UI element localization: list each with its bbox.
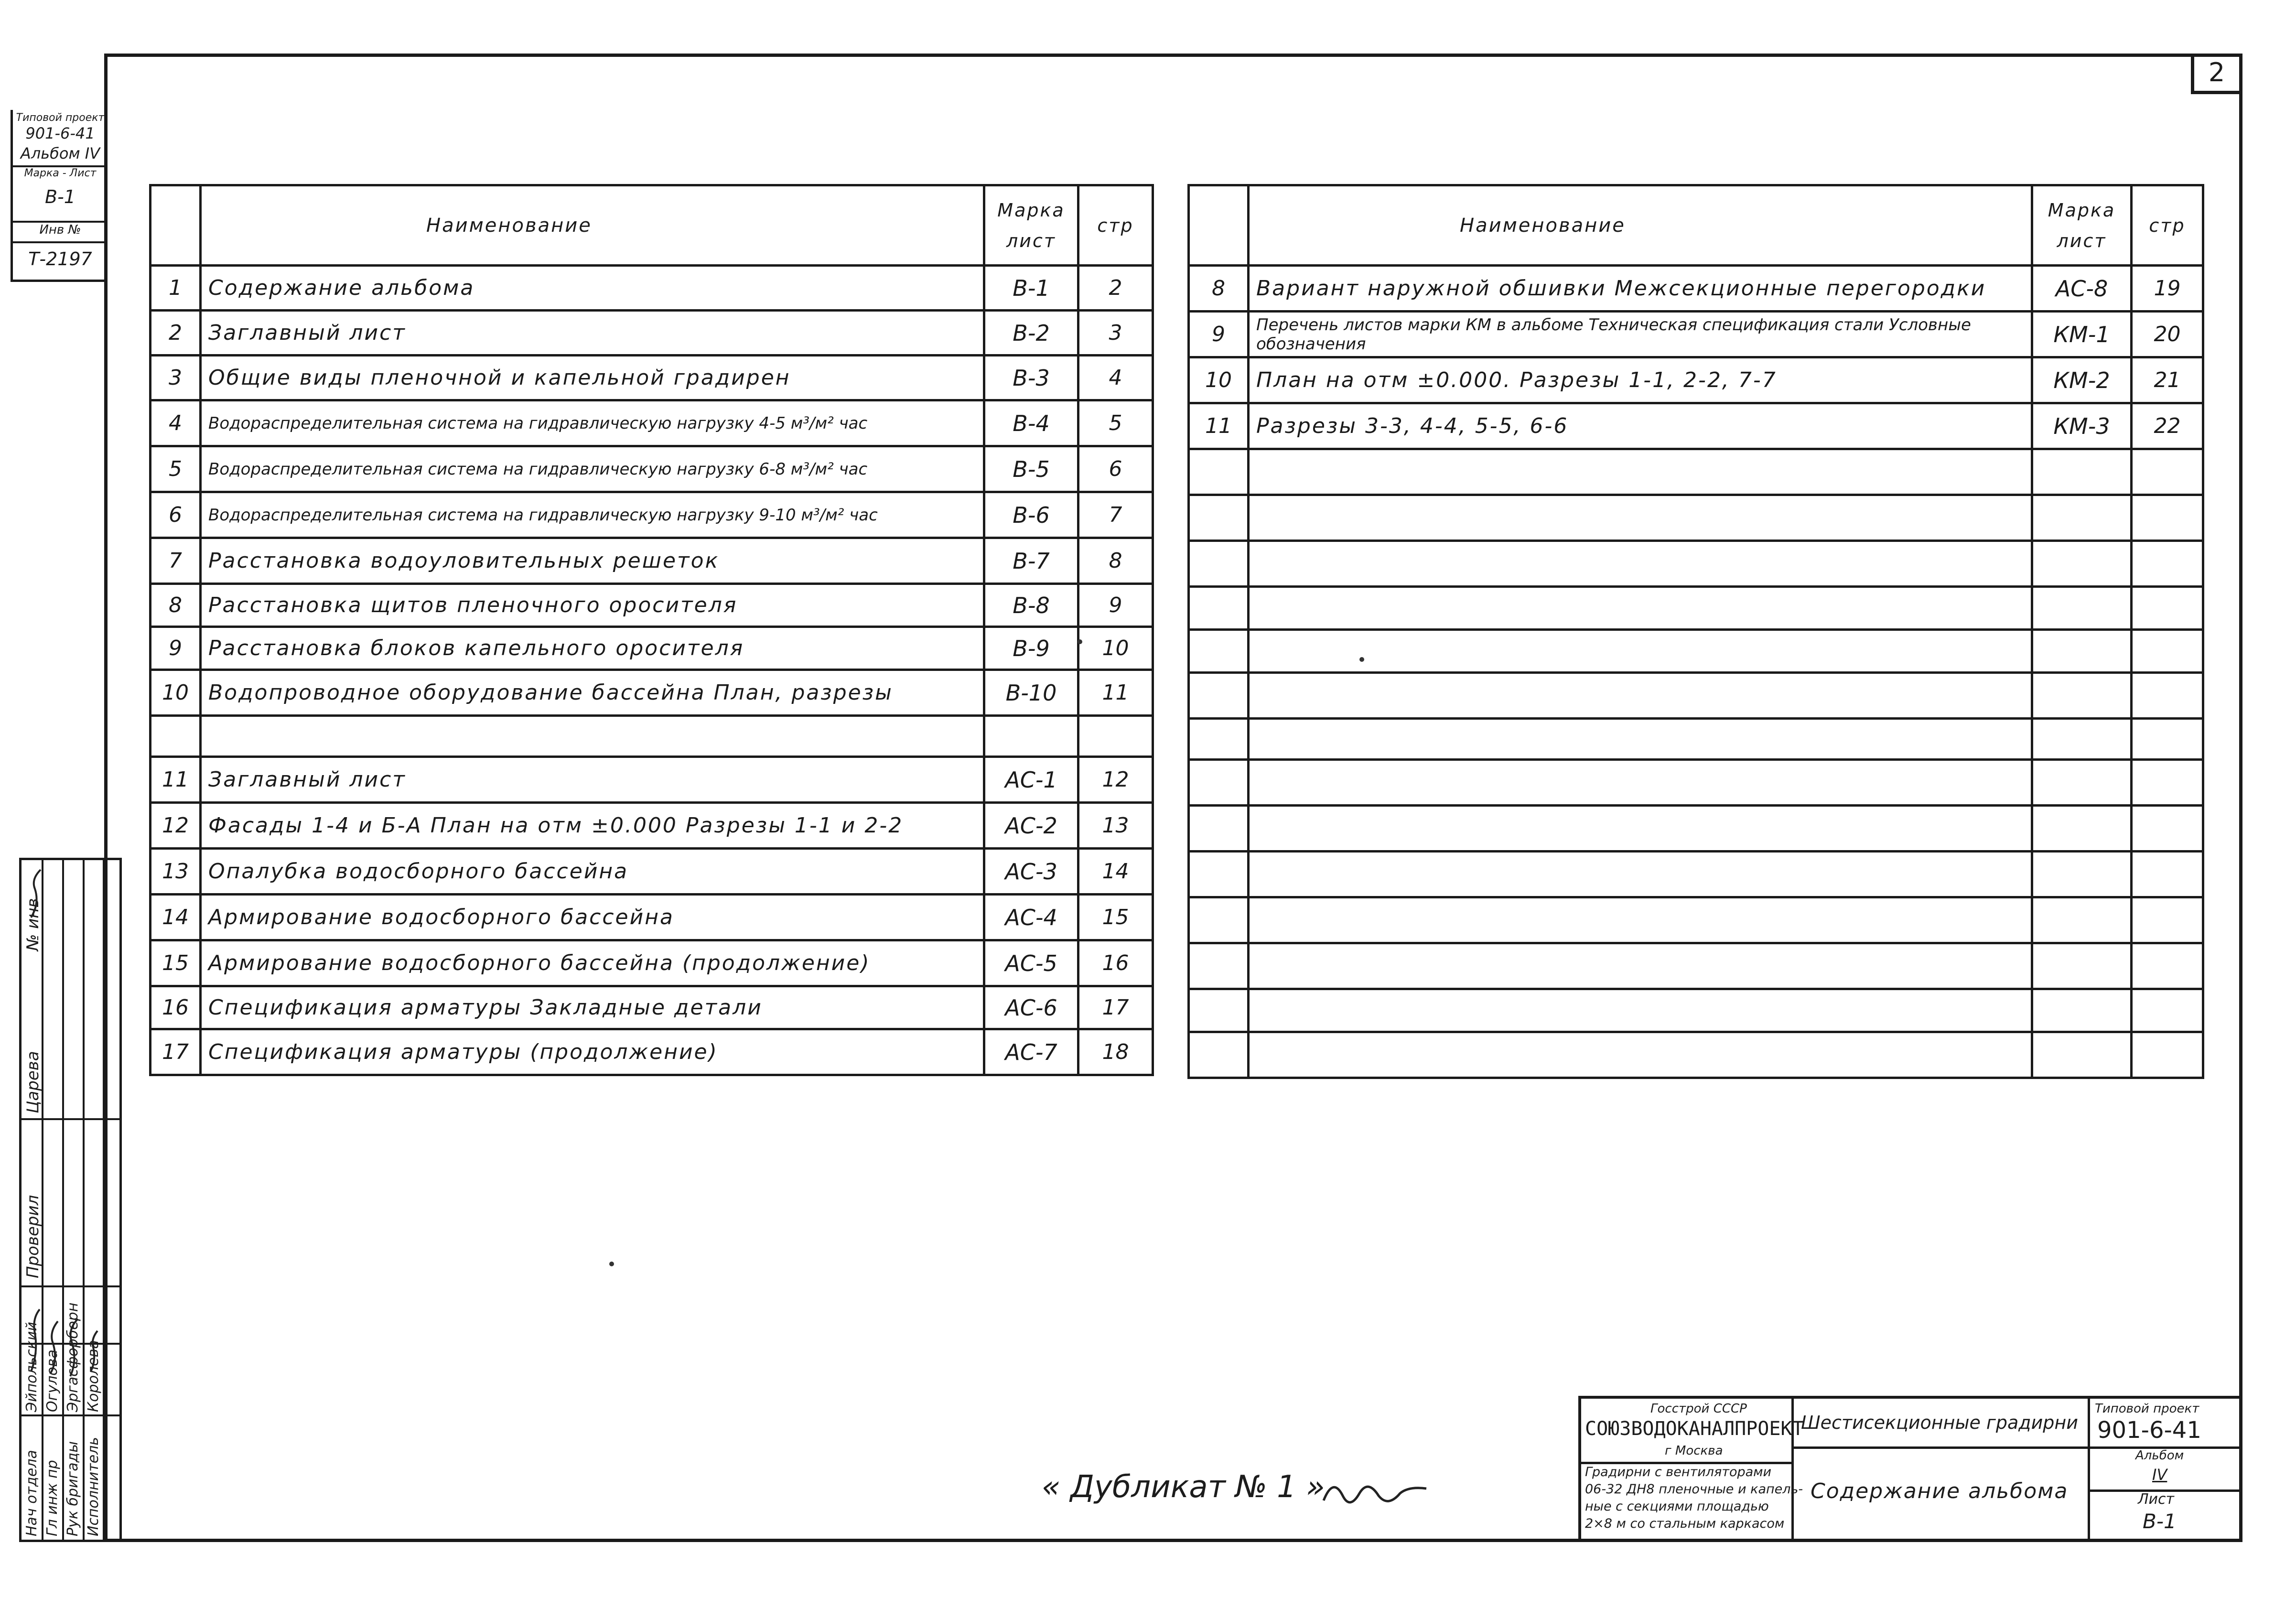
row-page [2132, 495, 2203, 541]
org-line-1: Госстрой СССР [1650, 1402, 1747, 1416]
row-page [2132, 806, 2203, 852]
row-mark [984, 716, 1078, 757]
sig-role-1: Нач отдела [23, 1450, 40, 1536]
row-page [2132, 943, 2203, 989]
duplicate-note: « Дубликат № 1 » [1042, 1469, 1325, 1505]
table-row [1189, 1032, 2203, 1078]
row-number: 8 [151, 584, 201, 627]
row-title: Содержание альбома [201, 266, 984, 311]
table-row [151, 716, 1153, 757]
row-mark: В-7 [984, 538, 1078, 584]
row-number: 16 [151, 986, 201, 1029]
row-page [2132, 1032, 2203, 1078]
row-page: 8 [1078, 538, 1153, 584]
row-page: 9 [1078, 584, 1153, 627]
row-title [1249, 630, 2032, 673]
row-number: 9 [151, 627, 201, 670]
table-row [151, 356, 1153, 400]
row-page [2132, 541, 2203, 587]
org-line-2: СОЮЗВОДОКАНАЛПРОЕКТ [1585, 1418, 1804, 1440]
sig-name-4: Королева [85, 1340, 102, 1412]
row-page: 18 [1078, 1029, 1153, 1075]
table-row [151, 492, 1153, 538]
row-mark [2032, 719, 2132, 760]
margin-album: Альбом IV [20, 144, 100, 162]
row-title: План на отм ±0.000. Разрезы 1-1, 2-2, 7-7 [1249, 357, 2032, 403]
row-page [2132, 449, 2203, 495]
tb-project-code: 901-6-41 [2097, 1417, 2201, 1444]
row-page: 12 [1078, 757, 1153, 803]
row-mark [2032, 1032, 2132, 1078]
table-row [1189, 943, 2203, 989]
row-title: Водораспределительная система на гидравлическую нагрузку 9-10 м³/м² час [201, 492, 984, 538]
table-row [1189, 357, 2203, 403]
row-mark [2032, 587, 2132, 630]
sheet-name: Содержание альбома [1811, 1479, 2069, 1503]
row-page: 3 [1078, 311, 1153, 356]
row-mark: В-6 [984, 492, 1078, 538]
sig-name-3: Эргасфорберн [65, 1302, 81, 1412]
row-number: 10 [151, 670, 201, 716]
table-row [151, 538, 1153, 584]
row-title: Общие виды пленочной и капельной градирен [201, 356, 984, 400]
tb-sheet-value: В-1 [2143, 1510, 2177, 1533]
duplicate-signature [1319, 1472, 1434, 1515]
row-title [1249, 449, 2032, 495]
row-page: 5 [1078, 400, 1153, 446]
row-number [1189, 760, 1249, 806]
tb-project-label: Типовой проект [2095, 1402, 2199, 1416]
row-title [201, 716, 984, 757]
row-mark: В-10 [984, 670, 1078, 716]
table-row [1189, 541, 2203, 587]
table-row [1189, 266, 2203, 312]
row-title: Фасады 1-4 и Б-А План на отм ±0.000 Разрезы 1-1 и 2-2 [201, 803, 984, 849]
margin-stamp [11, 110, 104, 282]
sig-inv-label: № инв [23, 898, 43, 951]
title-block [1578, 1396, 2242, 1542]
row-page [2132, 630, 2203, 673]
row-title [1249, 541, 2032, 587]
header-name: Наименование [201, 185, 984, 266]
row-page: 22 [2132, 403, 2203, 449]
row-mark [2032, 495, 2132, 541]
header-mark: Марка лист [2032, 185, 2132, 266]
row-number: 5 [151, 446, 201, 492]
table-row [151, 311, 1153, 356]
row-number: 10 [1189, 357, 1249, 403]
row-title: Заглавный лист [201, 311, 984, 356]
row-number [1189, 1032, 1249, 1078]
row-mark [2032, 943, 2132, 989]
row-page: 13 [1078, 803, 1153, 849]
row-mark: В-5 [984, 446, 1078, 492]
row-number [1189, 630, 1249, 673]
row-page [2132, 587, 2203, 630]
row-mark [2032, 806, 2132, 852]
margin-inv-value: Т-2197 [28, 248, 92, 270]
row-number [1189, 495, 1249, 541]
table-row [1189, 673, 2203, 719]
sheet-number: 2 [2208, 57, 2225, 87]
row-mark: В-4 [984, 400, 1078, 446]
row-title: Перечень листов марки КМ в альбоме Техническая спецификация стали Условные обозначения [1249, 312, 2032, 357]
header-mark: Марка лист [984, 185, 1078, 266]
contents-table-left [149, 184, 1154, 1076]
sig-role-3: Рук бригады [65, 1441, 81, 1536]
row-number: 9 [1189, 312, 1249, 357]
margin-mark-label: Марка - Лист [24, 167, 97, 179]
row-page: 16 [1078, 940, 1153, 986]
table-row [1189, 760, 2203, 806]
margin-project-code: 901-6-41 [25, 124, 95, 142]
row-title [1249, 897, 2032, 943]
row-page: 11 [1078, 670, 1153, 716]
margin-inv-label: Инв № [39, 223, 81, 237]
row-number: 15 [151, 940, 201, 986]
row-title [1249, 495, 2032, 541]
row-mark: В-3 [984, 356, 1078, 400]
row-title: Расстановка щитов пленочного оросителя [201, 584, 984, 627]
row-number: 7 [151, 538, 201, 584]
row-page [2132, 719, 2203, 760]
table-header-row [1189, 185, 2203, 266]
row-mark: АС-2 [984, 803, 1078, 849]
row-page: 4 [1078, 356, 1153, 400]
row-page [2132, 673, 2203, 719]
row-page: 14 [1078, 849, 1153, 895]
contents-table-right [1187, 184, 2204, 1079]
row-mark [2032, 673, 2132, 719]
table-row [1189, 630, 2203, 673]
row-number [1189, 587, 1249, 630]
row-mark: КМ-2 [2032, 357, 2132, 403]
row-number [1189, 673, 1249, 719]
row-number: 2 [151, 311, 201, 356]
tb-album-value: IV [2152, 1466, 2167, 1484]
row-number: 3 [151, 356, 201, 400]
row-title: Армирование водосборного бассейна [201, 895, 984, 940]
row-number [1189, 806, 1249, 852]
tb-sheet-label: Лист [2138, 1491, 2175, 1508]
margin-project-label: Типовой проект [16, 112, 105, 124]
header-page: стр [1078, 185, 1153, 266]
row-number: 17 [151, 1029, 201, 1075]
row-title: Вариант наружной обшивки Межсекционные перегородки [1249, 266, 2032, 312]
desc-line-1: Градирни с вентиляторами [1585, 1465, 1772, 1479]
margin-mark-value: В-1 [45, 186, 75, 207]
row-title [1249, 673, 2032, 719]
row-page: 2 [1078, 266, 1153, 311]
row-title: Расстановка водоуловительных решеток [201, 538, 984, 584]
row-mark [2032, 449, 2132, 495]
table-row [1189, 989, 2203, 1032]
row-title [1249, 852, 2032, 897]
checked-by-name: Царева [23, 1051, 43, 1113]
row-mark [2032, 852, 2132, 897]
row-number: 4 [151, 400, 201, 446]
sig-name-2: Огулова [44, 1349, 61, 1412]
row-mark: АС-3 [984, 849, 1078, 895]
table-row [1189, 719, 2203, 760]
table-row [1189, 897, 2203, 943]
table-row [1189, 312, 2203, 357]
row-mark [2032, 760, 2132, 806]
sig-name-1: Эйпольский [23, 1322, 40, 1412]
row-number: 8 [1189, 266, 1249, 312]
row-number [1189, 897, 1249, 943]
table-row [151, 849, 1153, 895]
row-number [1189, 852, 1249, 897]
row-mark: В-8 [984, 584, 1078, 627]
row-number [1189, 943, 1249, 989]
row-number [1189, 449, 1249, 495]
row-mark: В-9 [984, 627, 1078, 670]
stray-mark [609, 1262, 614, 1266]
row-number: 1 [151, 266, 201, 311]
desc-line-2: 06-32 ДН8 пленочные и капель- [1585, 1482, 1803, 1497]
row-mark: АС-5 [984, 940, 1078, 986]
row-page [2132, 897, 2203, 943]
sig-role-2: Гл инж пр [44, 1460, 61, 1536]
row-mark [2032, 630, 2132, 673]
row-page: 6 [1078, 446, 1153, 492]
desc-line-4: 2×8 м со стальным каркасом [1585, 1516, 1785, 1531]
header-page: стр [2132, 185, 2203, 266]
table-row [151, 757, 1153, 803]
desc-line-3: ные с секциями площадью [1585, 1499, 1769, 1514]
table-row [151, 627, 1153, 670]
stray-mark [1078, 639, 1082, 644]
row-title [1249, 943, 2032, 989]
row-mark [2032, 541, 2132, 587]
row-title: Заглавный лист [201, 757, 984, 803]
row-mark: АС-4 [984, 895, 1078, 940]
row-number: 12 [151, 803, 201, 849]
row-mark: АС-6 [984, 986, 1078, 1029]
row-page: 17 [1078, 986, 1153, 1029]
row-mark: АС-1 [984, 757, 1078, 803]
row-number: 6 [151, 492, 201, 538]
row-title: Разрезы 3-3, 4-4, 5-5, 6-6 [1249, 403, 2032, 449]
table-row [151, 446, 1153, 492]
row-mark: АС-7 [984, 1029, 1078, 1075]
project-name: Шестисекционные градирни [1801, 1412, 2078, 1433]
row-title: Водопроводное оборудование бассейна План, разрезы [201, 670, 984, 716]
row-mark: КМ-1 [2032, 312, 2132, 357]
table-row [151, 986, 1153, 1029]
row-mark: КМ-3 [2032, 403, 2132, 449]
row-title: Водораспределительная система на гидравлическую нагрузку 4-5 м³/м² час [201, 400, 984, 446]
row-number: 11 [151, 757, 201, 803]
row-title: Опалубка водосборного бассейна [201, 849, 984, 895]
header-name: Наименование [1249, 185, 2032, 266]
row-page: 7 [1078, 492, 1153, 538]
sig-role-4: Исполнитель [85, 1437, 102, 1536]
row-mark [2032, 897, 2132, 943]
row-title: Расстановка блоков капельного оросителя [201, 627, 984, 670]
row-title: Армирование водосборного бассейна (продолжение) [201, 940, 984, 986]
table-row [151, 400, 1153, 446]
table-row [151, 266, 1153, 311]
row-mark [2032, 989, 2132, 1032]
table-header-row [151, 185, 1153, 266]
row-page [2132, 852, 2203, 897]
row-page: 10 [1078, 627, 1153, 670]
row-title [1249, 989, 2032, 1032]
row-number: 11 [1189, 403, 1249, 449]
table-row [151, 895, 1153, 940]
row-page [1078, 716, 1153, 757]
table-row [1189, 449, 2203, 495]
row-title [1249, 587, 2032, 630]
signature-strip [19, 858, 122, 1542]
row-mark: В-1 [984, 266, 1078, 311]
table-row [1189, 587, 2203, 630]
table-row [1189, 852, 2203, 897]
row-number [151, 716, 201, 757]
checked-by-label: Проверил [23, 1195, 43, 1278]
row-number [1189, 989, 1249, 1032]
row-title [1249, 806, 2032, 852]
row-page [2132, 760, 2203, 806]
row-mark: В-2 [984, 311, 1078, 356]
row-title: Спецификация арматуры (продолжение) [201, 1029, 984, 1075]
row-title: Спецификация арматуры Закладные детали [201, 986, 984, 1029]
row-page: 21 [2132, 357, 2203, 403]
row-mark: АС-8 [2032, 266, 2132, 312]
row-title [1249, 719, 2032, 760]
org-line-3: г Москва [1665, 1444, 1723, 1458]
row-number [1189, 719, 1249, 760]
row-page: 20 [2132, 312, 2203, 357]
handwritten-signatures [22, 860, 119, 1540]
table-row [1189, 806, 2203, 852]
table-row [1189, 403, 2203, 449]
row-title [1249, 1032, 2032, 1078]
table-row [151, 584, 1153, 627]
table-row [151, 670, 1153, 716]
row-page: 15 [1078, 895, 1153, 940]
row-number: 14 [151, 895, 201, 940]
row-page [2132, 989, 2203, 1032]
row-title [1249, 760, 2032, 806]
row-page: 19 [2132, 266, 2203, 312]
row-number: 13 [151, 849, 201, 895]
table-row [151, 1029, 1153, 1075]
table-row [151, 803, 1153, 849]
table-row [1189, 495, 2203, 541]
row-title: Водораспределительная система на гидравлическую нагрузку 6-8 м³/м² час [201, 446, 984, 492]
table-row [151, 940, 1153, 986]
stray-mark [1359, 657, 1364, 662]
row-number [1189, 541, 1249, 587]
tb-album-label: Альбом [2135, 1448, 2184, 1463]
